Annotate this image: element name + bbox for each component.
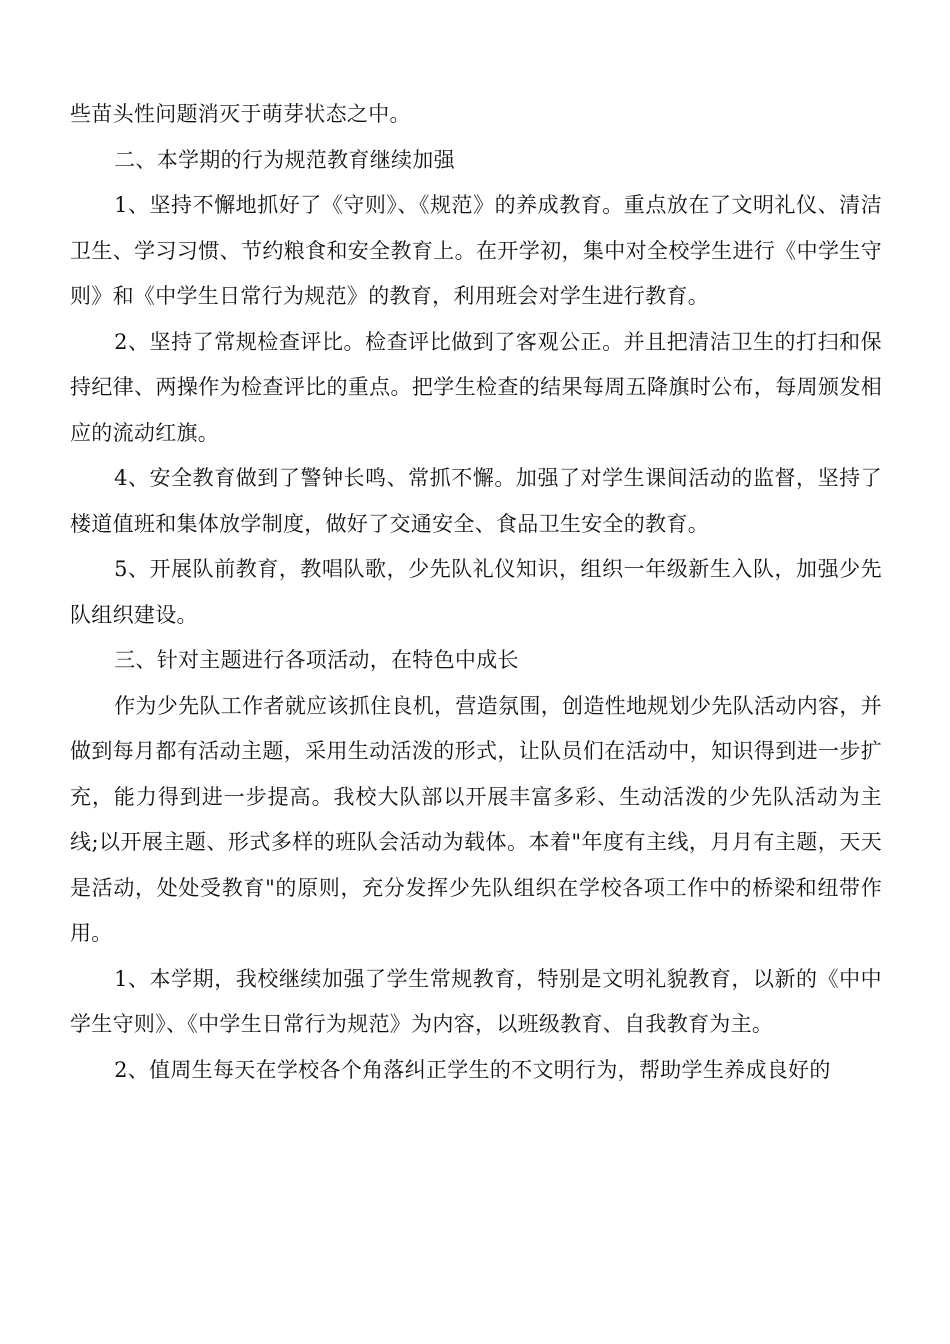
paragraph-continuation: 些苗头性问题消灭于萌芽状态之中。 [70, 102, 411, 126]
document-body [70, 92, 882, 1093]
paragraph-item-4: 4、安全教育做到了警钟长鸣、常抓不懈。加强了对学生课间活动的监督，坚持了楼道值班和集体放学制度，做好了交通安全、食品卫生安全的教育。 [70, 466, 882, 536]
paragraph-item-5: 5、开展队前教育，教唱队歌，少先队礼仪知识，组织一年级新生入队，加强少先队组织建设。 [70, 557, 882, 627]
paragraph-sub-item-1: 1、本学期，我校继续加强了学生常规教育，特别是文明礼貌教育，以新的《中中学生守则》、《中学生日常行为规范》为内容，以班级教育、自我教育为主。 [70, 966, 882, 1036]
section-heading-3: 三、针对主题进行各项活动，在特色中成长 [114, 648, 519, 672]
paragraph-sub-item-2: 2、值周生每天在学校各个角落纠正学生的不文明行为，帮助学生养成良好的 [114, 1057, 831, 1082]
section-heading-2: 二、本学期的行为规范教育继续加强 [114, 147, 455, 172]
paragraph-item-1: 1、坚持不懈地抓好了《守则》、《规范》的养成教育。重点放在了文明礼仪、清洁卫生、学习习惯、节约粮食和安全教育上。在开学初，集中对全校学生进行《中学生守则》和《中学生日常行为规范》的教育，利用班会对学生进行教育。 [70, 193, 882, 308]
paragraph-intro: 作为少先队工作者就应该抓住良机，营造氛围，创造性地规划少先队活动内容，并做到每月都有活动主题，采用生动活泼的形式，让队员们在活动中，知识得到进一步扩充，能力得到进一步提高。我校大队部以开展丰富多彩、生动活泼的少先队活动为主线;以开展主题、形式多样的班队会活动为载体。本着"年度有主线，月月有主题，天天是活动，处处受教育"的原则，充分发挥少先队组织在学校各项工作中的桥梁和纽带作用。 [70, 693, 882, 945]
paragraph-item-2: 2、坚持了常规检查评比。检查评比做到了客观公正。并且把清洁卫生的打扫和保持纪律、两操作为检查评比的重点。把学生检查的结果每周五降旗时公布，每周颁发相应的流动红旗。 [70, 329, 882, 445]
